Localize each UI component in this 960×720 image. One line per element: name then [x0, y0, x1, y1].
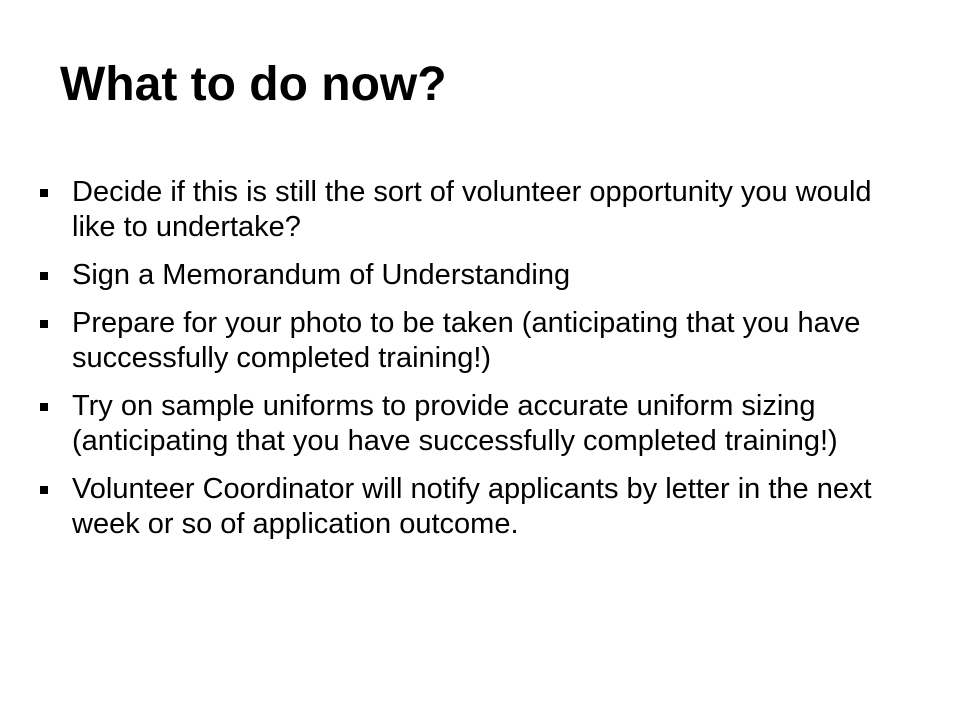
square-bullet-icon — [40, 403, 48, 411]
square-bullet-icon — [40, 189, 48, 197]
bullet-item — [40, 389, 920, 459]
square-bullet-icon — [40, 320, 48, 328]
bullet-item — [40, 258, 920, 293]
square-bullet-icon — [40, 486, 48, 494]
bullet-text: Sign a Memorandum of Understanding — [72, 259, 571, 291]
slide-title: What to do now? — [60, 58, 447, 111]
square-bullet-icon — [40, 272, 48, 280]
bullet-text: Decide if this is still the sort of volunteer opportunity you would like to undertake? — [72, 176, 872, 243]
bullet-item — [40, 175, 920, 245]
bullet-item — [40, 306, 920, 376]
bullet-text: Try on sample uniforms to provide accurate uniform sizing (anticipating that you have successfully completed training!) — [72, 390, 838, 457]
bullet-item — [40, 472, 920, 542]
bullet-list — [40, 175, 920, 555]
bullet-text: Prepare for your photo to be taken (anticipating that you have successfully completed training!) — [72, 307, 861, 374]
bullet-text: Volunteer Coordinator will notify applicants by letter in the next week or so of application outcome. — [72, 473, 872, 540]
